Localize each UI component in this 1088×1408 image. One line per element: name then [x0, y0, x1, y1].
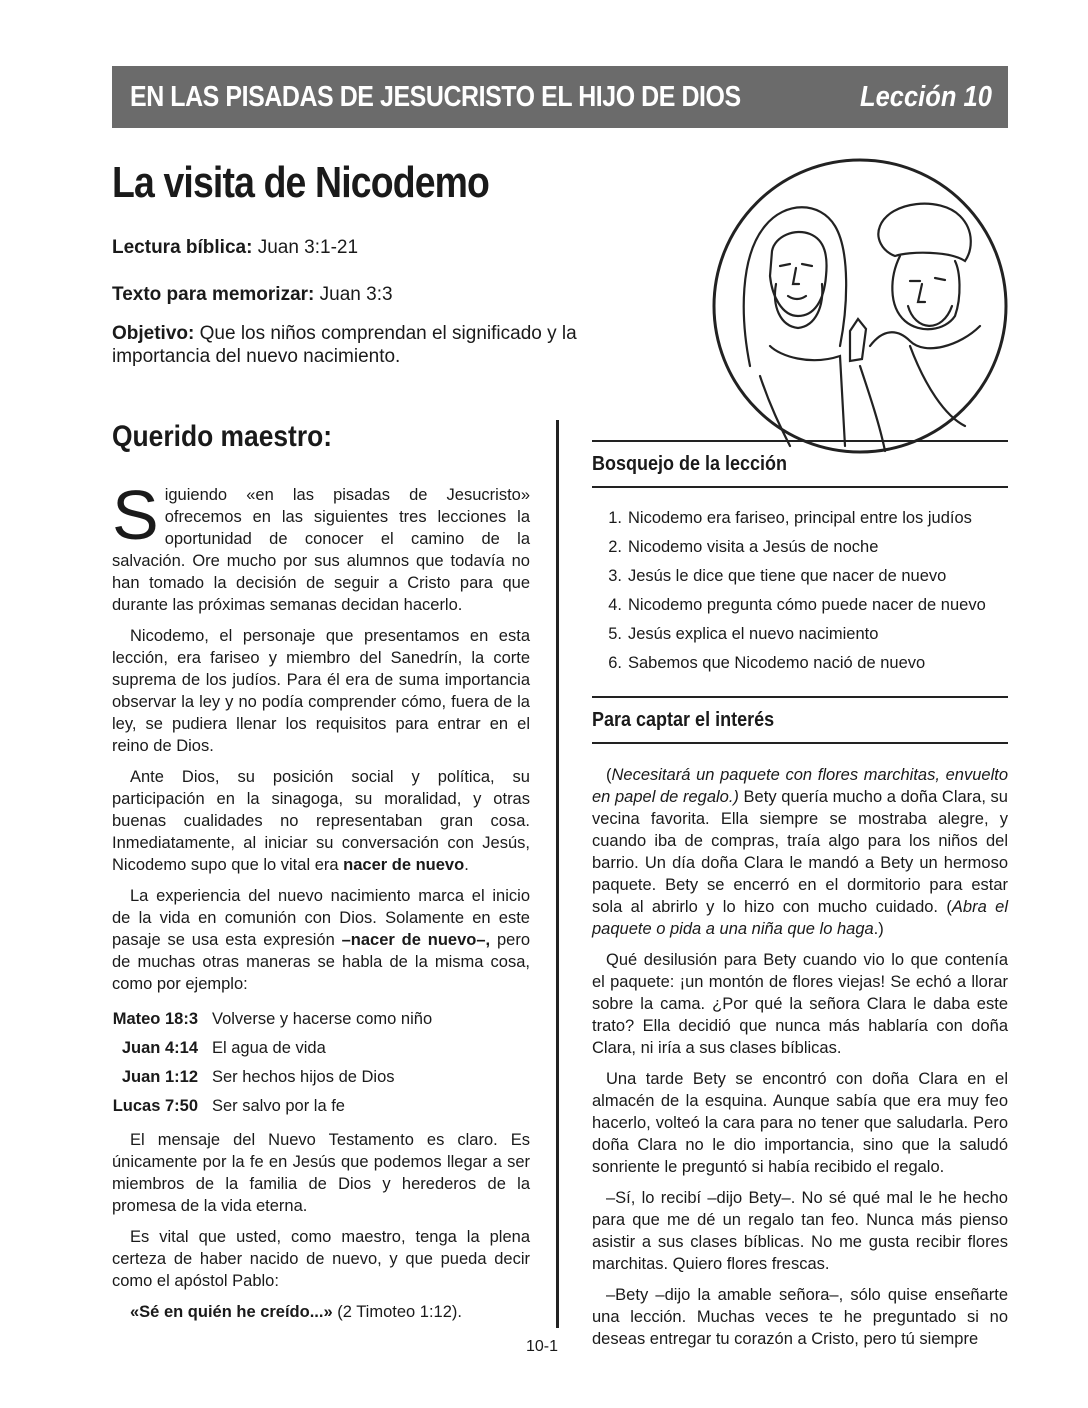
reference-list	[112, 1004, 530, 1120]
objective-line	[112, 322, 582, 368]
outline-text: Nicodemo pregunta cómo puede nacer de nuevo	[628, 596, 986, 614]
outline-number: 5.	[608, 625, 622, 643]
paragraph-nicodemo: Nicodemo, el personaje que presentamos en esta lección, era fariseo y miembro del Sanedrín, la corte suprema de los judíos. Para él era de suma importancia observar la ley y no podía comprender cómo, fuera de la ley, se pudiera llenar los requisitos para entrar en el reino de Dios.	[112, 627, 530, 755]
outline-heading	[592, 440, 1008, 488]
outline-text: Nicodemo era fariseo, principal entre los judíos	[628, 509, 972, 527]
p3-text-c: .	[464, 856, 469, 874]
outline-item	[592, 562, 1008, 591]
i1-close: .)	[873, 920, 884, 938]
left-column	[112, 476, 531, 1332]
outline-text: Sabemos que Nicodemo nació de nuevo	[628, 654, 926, 672]
outline-number: 2.	[608, 538, 622, 556]
series-title: EN LAS PISADAS DE JESUCRISTO EL HIJO DE DIOS	[130, 80, 741, 113]
page-title: La visita de Nicodemo	[112, 158, 490, 207]
p4-text-a: La experiencia del nuevo nacimiento marca el inicio de la vida en comunión con Dios. Solamente en este pasaje se usa esta expresión	[112, 887, 530, 949]
outline-heading-text: Bosquejo de la lección	[592, 452, 788, 475]
jesus-and-nicodemus-illustration	[710, 156, 1010, 456]
paragraph-vital: Es vital que usted, como maestro, tenga la plena certeza de haber nacido de nuevo, y que pueda decir como el apóstol Pablo:	[112, 1228, 530, 1290]
outline-number: 3.	[608, 567, 622, 585]
paragraph-almacen: Una tarde Bety se encontró con doña Clara en el almacén de la esquina. Aunque sabía que era muy feo hacerlo, volteó la cara para no tener que saludarla. Pero doña Clara no le dio importancia, sino que la saludó sonriente le preguntó si había recibido el regalo.	[592, 1070, 1008, 1176]
outline-number: 1.	[608, 509, 622, 527]
quote-text: «Sé en quién he creído...»	[130, 1303, 333, 1321]
reference-text: Ser hechos hijos de Dios	[212, 1067, 395, 1086]
page-number: 10-1	[526, 1338, 559, 1355]
paragraph-ante-dios	[112, 766, 530, 876]
i1-open: (	[606, 766, 612, 784]
reference-citation: Juan 4:14	[121, 1038, 198, 1057]
outline-item	[592, 649, 1008, 678]
outline-text: Jesús explica el nuevo nacimiento	[628, 625, 879, 643]
i1-italic2: Abra el paquete o pida a una niña que lo haga	[592, 898, 1008, 938]
reference-row	[112, 1091, 530, 1120]
p3-bold: nacer de nuevo	[343, 856, 465, 874]
p3-text-a: Ante Dios, su posición social y política, su participación en la sinagoga, su moralidad, y otras buenas cualidades no representaban gran cosa. Inmediatamente, al iniciar su conversación con Jesús, Nicodemo supo que lo vital era	[112, 768, 530, 874]
paragraph-leccion: –Bety –dijo la amable señora–, sólo quise enseñarte una lección. Muchas veces te he preguntado si no deseas entregar tu corazón a Cristo, pero tú siempre	[592, 1286, 1008, 1348]
paragraph-desilusion: Qué desilusión para Bety cuando vio lo que contenía el paquete: ¡un montón de flores viejas! Se echó a llorar sobre la cama. ¿Por qué la señora Clara le daba este trato? Ella decidió que nunca más hablaría con doña Clara, ni iría a sus clases bíblicas.	[592, 951, 1008, 1057]
outline-item	[592, 533, 1008, 562]
paragraph-mensaje: El mensaje del Nuevo Testamento es claro. Es únicamente por la fe en Jesús que podemos llegar a ser miembros de la familia de Dios y herederos de la promesa de la vida eterna.	[112, 1131, 530, 1215]
i1-mid: Bety quería mucho a doña Clara, su vecina favorita. Ella siempre se mostraba alegre, y cuando iba de compras, traía algo para los niños del barrio. Un día doña Clara le mandó a Bety un hermoso paquete. Bety se encerró en el dormitorio para estar sola al abrirlo y lo hizo con mucho cuidado. (	[592, 788, 1008, 916]
reference-citation: Lucas 7:50	[112, 1096, 198, 1115]
drop-cap: S	[112, 476, 159, 554]
interest-heading-text: Para captar el interés	[592, 708, 775, 731]
reference-citation: Juan 1:12	[121, 1067, 198, 1086]
p4-bold: –nacer de nuevo–,	[341, 931, 491, 949]
outline-number: 4.	[608, 596, 622, 614]
reading-label: Lectura bíblica:	[112, 237, 253, 258]
interest-heading	[592, 696, 1008, 744]
reference-row	[112, 1033, 530, 1062]
outline-text: Jesús le dice que tiene que nacer de nuevo	[628, 567, 947, 585]
p4-text-c: pero de muchas otras maneras se habla de la misma cosa, como por ejemplo:	[112, 931, 531, 993]
series-banner	[112, 66, 1008, 128]
paragraph-intro-text: iguiendo «en las pisadas de Jesucristo» ofrecemos en las siguientes tres lecciones la oportunidad de conocer el camino de la salvación. Ore mucho por sus alumnos que todavía no han tomado la decisión de seguir a Cristo para que durante las próximas semanas decidan hacerlo.	[112, 486, 530, 614]
outline-number: 6.	[608, 654, 622, 672]
objective-value: Que los niños comprendan el significado y la importancia del nuevo nacimiento.	[112, 323, 577, 367]
i1-italic: Necesitará un paquete con flores marchitas, envuelto en papel de regalo.)	[592, 766, 1008, 806]
interest-body	[592, 764, 1008, 1350]
outline-item	[592, 591, 1008, 620]
outline-item	[592, 620, 1008, 649]
column-divider	[556, 420, 559, 1328]
objective-label: Objetivo:	[112, 323, 195, 344]
memory-line	[112, 283, 393, 306]
outline-text: Nicodemo visita a Jesús de noche	[628, 538, 879, 556]
reference-row	[112, 1062, 530, 1091]
quote-line	[112, 1301, 530, 1323]
reference-citation: Mateo 18:3	[112, 1009, 198, 1028]
outline-list	[592, 504, 1008, 678]
right-column	[592, 440, 1008, 1359]
reading-value: Juan 3:1-21	[252, 237, 359, 258]
reference-text: Volverse y hacerse como niño	[212, 1009, 433, 1028]
paragraph-si-lo-recibi: –Sí, lo recibí –dijo Bety–. No sé qué mal le he hecho para que me dé un regalo tan feo. Nunca más pienso asistir a sus clases bíblicas. No me gusta recibir flores marchitas. Quiero flores frescas.	[592, 1189, 1008, 1273]
paragraph-bety-intro	[592, 764, 1008, 940]
lesson-number: Lección 10	[860, 80, 992, 113]
reference-text: Ser salvo por la fe	[212, 1096, 345, 1115]
reference-text: El agua de vida	[212, 1038, 326, 1057]
outline-item	[592, 504, 1008, 533]
teacher-heading: Querido maestro:	[112, 420, 333, 453]
reference-row	[112, 1004, 530, 1033]
reading-line	[112, 236, 358, 259]
memory-label: Texto para memorizar:	[112, 284, 315, 305]
paragraph-experiencia	[112, 885, 530, 995]
memory-value: Juan 3:3	[314, 284, 393, 305]
paragraph-intro	[112, 476, 530, 616]
quote-reference: (2 Timoteo 1:12).	[332, 1303, 462, 1321]
